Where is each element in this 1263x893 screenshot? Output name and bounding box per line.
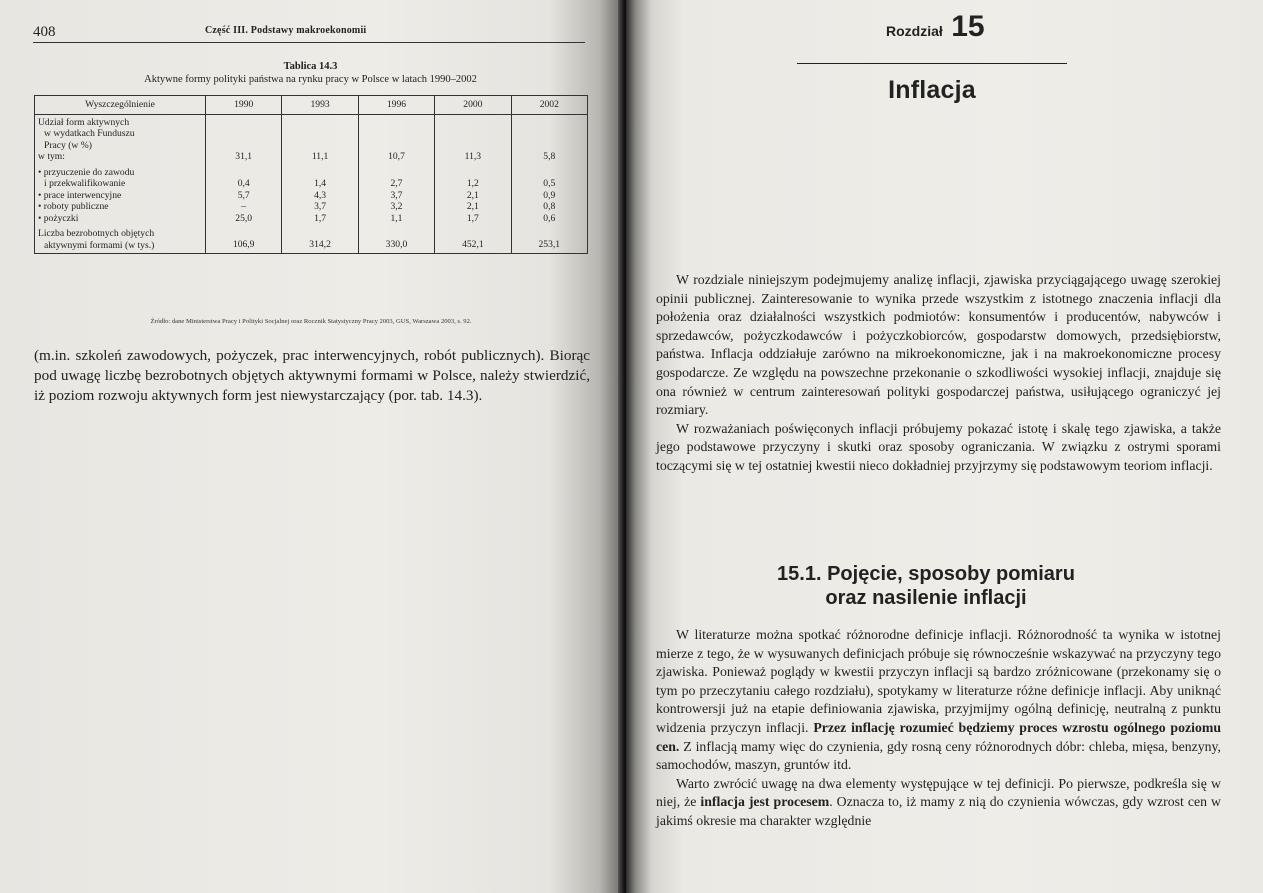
value: 0,4	[237, 178, 250, 189]
table-cell	[511, 226, 587, 254]
table-cell	[282, 226, 358, 254]
table-cell	[511, 165, 587, 227]
table-cell	[435, 114, 511, 165]
header-cell: 2002	[511, 96, 587, 115]
paragraph: W rozważaniach poświęconych inflacji próbujemy pokazać istotę i skalę tego zjawiska, a także jego podstawowe przyczyny i skutki oraz sposoby ograniczania. W związku z ostrymi sporami toczącymi się w tej ostatniej kwestii nieco dokładniej przyjrzymy się podstawowym teoriom inflacji.	[656, 420, 1221, 473]
label-line: w wydatkach Funduszu	[44, 128, 135, 139]
table-cell	[435, 226, 511, 254]
table-cell	[358, 226, 434, 254]
label-line: • prace interwencyjne	[38, 189, 122, 201]
row-label	[35, 114, 206, 165]
table-caption	[33, 60, 588, 86]
table-number: Tablica 14.3	[283, 61, 338, 72]
table-row	[35, 114, 588, 165]
value: 4,3	[314, 189, 327, 201]
value: 31,1	[235, 150, 253, 162]
table-row	[35, 165, 588, 227]
running-header	[33, 24, 585, 43]
left-body-text: (m.in. szkoleń zawodowych, pożyczek, prac interwencyjnych, robót publicznych). Biorąc pod uwagę liczbę bezrobotnych objętych aktywnymi formami w Polsce, należy stwierdzić, iż poziom rozwoju aktywnych form jest niewystarczający (por. tab. 14.3).	[34, 347, 590, 405]
label-line: i przekwalifikowanie	[44, 178, 126, 189]
label-line: Pracy (w %)	[44, 139, 92, 151]
value: 0,6	[543, 212, 556, 224]
value: 2,1	[466, 201, 479, 212]
value: 3,7	[314, 201, 327, 212]
paragraph	[656, 626, 1221, 775]
value: 0,8	[543, 201, 556, 212]
value: 0,5	[543, 178, 556, 189]
label-line: Udział form aktywnych	[38, 116, 130, 128]
left-page	[0, 0, 624, 893]
label-line: • roboty publiczne	[38, 201, 109, 212]
value: 11,3	[464, 150, 482, 162]
value: 11,1	[311, 150, 329, 162]
chapter-number: 15	[951, 10, 985, 43]
value: 1,7	[314, 212, 327, 224]
value: 330,0	[385, 239, 408, 250]
value: 3,2	[390, 201, 403, 212]
right-page	[626, 0, 1263, 893]
table-cell	[358, 114, 434, 165]
value: 10,7	[388, 150, 405, 162]
chapter-word: Rozdział	[886, 23, 943, 39]
table-header-row	[35, 96, 588, 115]
text-run: . Oznacza to, iż mamy z nią do czynienia wówczas, gdy wzrost cen w jakimś okresie ma charakter względnie	[656, 794, 1221, 828]
value: –	[241, 201, 247, 212]
value: 0,9	[543, 189, 556, 201]
label-line: • przyuczenie do zawodu	[38, 166, 135, 178]
label-line: aktywnymi formami (w tys.)	[44, 239, 155, 251]
value: 314,2	[309, 239, 331, 250]
chapter-label	[886, 10, 1216, 44]
table-cell	[282, 114, 358, 165]
table-cell	[358, 165, 434, 227]
part-title: Część III. Podstawy makroekonomii	[205, 25, 367, 36]
statistics-table	[34, 95, 588, 254]
paragraph: W rozdziale niniejszym podejmujemy analizę inflacji, zjawiska przyciągającego uwagę szerokiej opinii publicznej. Zainteresowanie to wynika przede wszystkim z istotnego znaczenia inflacji dla położenia oraz działalności wszystkich podmiotów: konsumentów i producentów, nabywców i sprzedawców, pożyczkodawców i pożyczkobiorców, gospodarstw domowych, przedsiębiorstw, państwa. Inflacja oddziałuje zarówno na mikroekonomiczne, jak i na makroekonomiczne procesy gospodarcze. Ze względu na powszechne przekonanie o szkodliwości wysokiej inflacji, znajduje się ona również w centrum zainteresowań polityki gospodarczej państwa, usiłującego ograniczyć jej rozmiary.	[656, 272, 1221, 418]
table-cell	[435, 165, 511, 227]
value: 25,0	[235, 212, 253, 224]
label-line: Liczba bezrobotnych objętych	[38, 228, 155, 239]
text-run: W literaturze można spotkać różnorodne definicje inflacji. Różnorodność ta wynika w istotnej mierze z tego, że w wysuwanych definicjach próbuje się równocześnie wskazywać na przyczyny tego zjawiska. Ponieważ poglądy w kwestii przyczyn inflacji są bardzo zróżnicowane (przekonamy się o tym po przeczytaniu całego rozdziału), spotykamy w literaturze różne definicje inflacji. Aby uniknąć kontrowersji już na etapie definiowania zjawiska, przyjmijmy ogólną definicję, neutralną z punktu widzenia przyczyn inflacji.	[656, 627, 1221, 735]
header-cell: Wyszczególnienie	[35, 96, 206, 115]
emphasis: inflacja jest procesem	[700, 794, 830, 810]
row-label	[35, 165, 206, 227]
text-run: Warto zwrócić uwagę na dwa elementy występujące w tej definicji. Po pierwsze, podkreśla się w niej, że	[656, 775, 1221, 810]
definition-highlight: Przez inflację rozumieć będziemy proces wzrostu ogólnego poziomu cen.	[656, 719, 1222, 754]
value: 1,7	[466, 212, 479, 224]
page-number: 408	[33, 24, 56, 40]
header-cell: 1996	[358, 96, 434, 115]
label-line: w tym:	[38, 151, 65, 162]
header-cell: 1990	[206, 96, 282, 115]
value: 5,8	[543, 150, 556, 162]
value: 2,7	[390, 178, 403, 189]
value: 3,7	[390, 189, 403, 201]
value: 106,9	[232, 239, 255, 250]
table-cell	[206, 114, 282, 165]
chapter-divider	[797, 63, 1067, 64]
value: 1,2	[466, 178, 479, 189]
value: 1,4	[314, 178, 327, 189]
value: 253,1	[538, 239, 561, 250]
table-source-note: Źródło: dane Ministerstwa Pracy i Polityki Socjalnej oraz Rocznik Statystyczny Pracy 2003, GUS, Warszawa 2003, s. 92.	[150, 318, 472, 325]
table-cell	[511, 114, 587, 165]
table-cell	[206, 226, 282, 254]
row-label	[35, 226, 206, 254]
value: 1,1	[390, 212, 403, 224]
table-row	[35, 226, 588, 254]
section-heading	[736, 562, 1116, 610]
table-title: Aktywne formy polityki państwa na rynku pracy w Polsce w latach 1990–2002	[144, 74, 477, 85]
table-cell	[206, 165, 282, 227]
header-cell: 2000	[435, 96, 511, 115]
value: 452,1	[462, 239, 484, 250]
value: 5,7	[237, 189, 250, 201]
chapter-intro	[656, 271, 1221, 476]
table-cell	[282, 165, 358, 227]
section-body	[656, 626, 1221, 831]
text-run: Z inflacją mamy więc do czynienia, gdy rosną ceny różnorodnych dóbr: chleba, mięsa, benzyny, samochodów, maszyn, gruntów itd.	[656, 738, 1221, 773]
section-heading-line: 15.1. Pojęcie, sposoby pomiaru	[777, 563, 1075, 585]
header-cell: 1993	[282, 96, 358, 115]
label-line: • pożyczki	[38, 212, 79, 224]
value: 2,1	[466, 189, 479, 201]
section-heading-line: oraz nasilenie inflacji	[825, 587, 1027, 609]
chapter-title: Inflacja	[888, 76, 976, 104]
paragraph	[656, 775, 1221, 831]
